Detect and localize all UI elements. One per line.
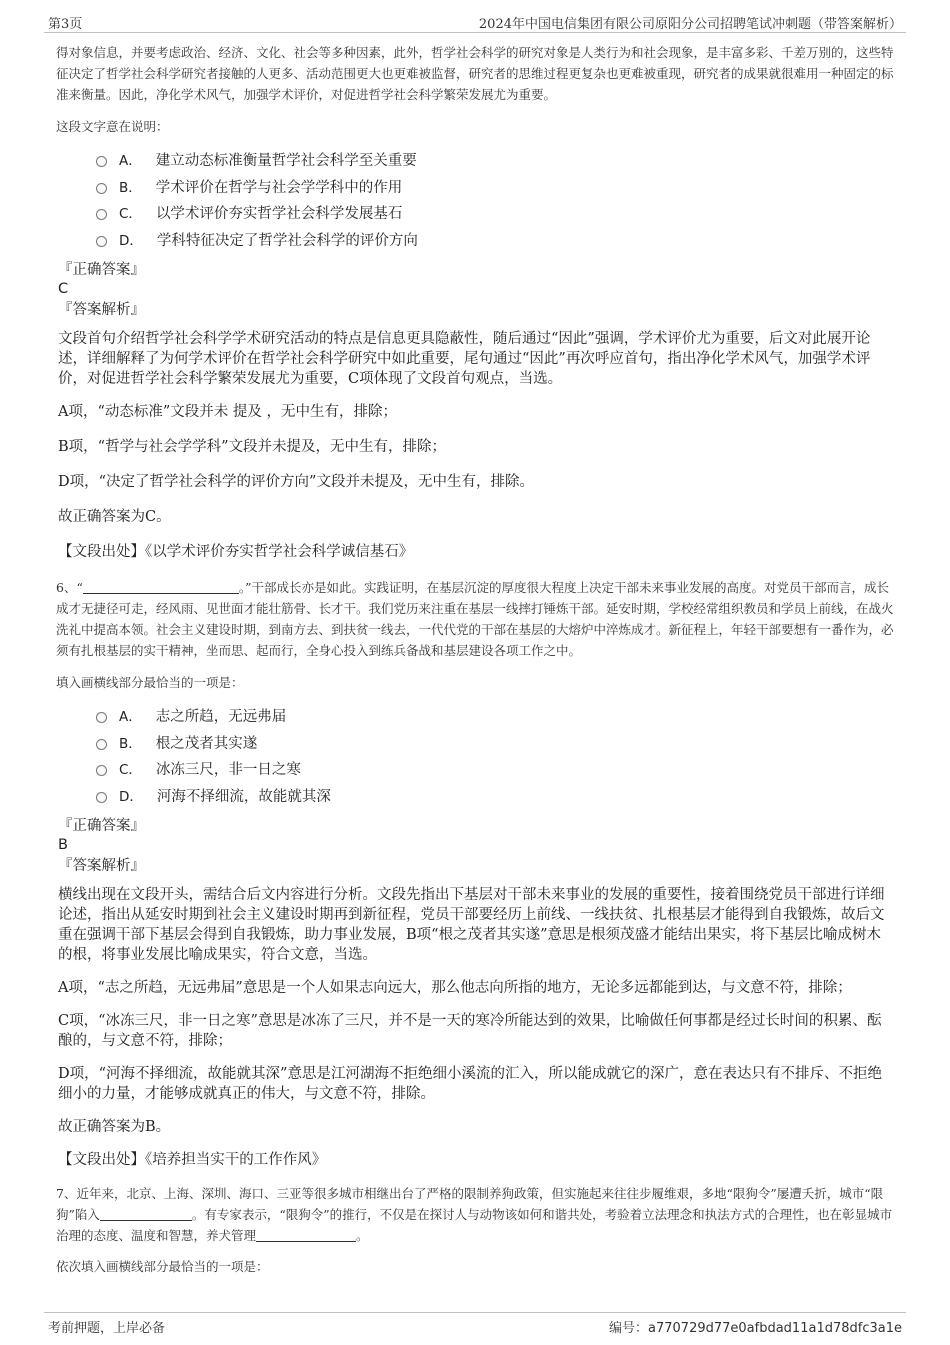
page-footer — [44, 1312, 906, 1341]
q5-option-c[interactable]: C． 以学术评价夯实哲学社会科学发展基石 — [96, 201, 894, 228]
q6-answer-label: 『正确答案』 — [58, 818, 145, 834]
fill-blank[interactable] — [83, 580, 239, 594]
q5-analysis-main: 文段首句介绍哲学社会科学学术研究活动的特点是信息更具隐蔽性，随后通过“因此”强调，学术评价尤为重要，后文对此展开论述，详细解释了为何学术评价在哲学社会科学研究中如此重要，尾句通过“因此”再次呼应首句，指出净化学术风气，加强学术评价，对促进哲学社会科学繁荣发展尤为重要，C项体现了文段首句观点，当选。 — [58, 331, 871, 387]
radio-icon[interactable] — [96, 156, 107, 167]
q5-analysis-d: D项，“决定了哲学社会科学的评价方向”文段并未提及，无中生有，排除。 — [58, 474, 534, 490]
q6-option-a[interactable]: A． 志之所趋，无远弗届 — [96, 704, 894, 731]
q5-option-a[interactable]: A． 建立动态标准衡量哲学社会科学至关重要 — [96, 148, 894, 175]
radio-icon[interactable] — [96, 739, 107, 750]
page-number: 第3页 — [48, 17, 83, 32]
footer-slogan: 考前押题，上岸必备 — [48, 1321, 166, 1336]
q6-options — [56, 704, 894, 810]
radio-icon[interactable] — [96, 792, 107, 803]
q5-conclusion: 故正确答案为C。 — [58, 509, 171, 525]
fill-blank-2[interactable] — [256, 1228, 356, 1242]
q5-options — [56, 148, 894, 254]
radio-icon[interactable] — [96, 712, 107, 723]
q6-analysis-label: 『答案解析』 — [58, 858, 145, 874]
radio-icon[interactable] — [96, 209, 107, 220]
main-content — [56, 42, 894, 1275]
radio-icon[interactable] — [96, 765, 107, 776]
document-title: 2024年中国电信集团有限公司原阳分公司招聘笔试冲刺题（带答案解析） — [478, 17, 902, 32]
q6-analysis-main: 横线出现在文段开头，需结合后文内容进行分析。文段先指出下基层对干部未来事业的发展的重要性，接着围绕党员干部进行详细论述，指出从延安时期到社会主义建设时期再到新征程，党员干部要经历上前线、一线扶贫、扎根基层才能得到自我锻炼，故后文重在强调干部下基层会得到自我锻炼，助力事业发展，B项“根之茂者其实遂”意思是根须茂盛才能结出果实，将下基层比喻成树木的根，将事业发展比喻成果实，符合文意，当选。 — [58, 887, 885, 963]
page-header — [44, 10, 906, 33]
q7-prompt: 依次填入画横线部分最恰当的一项是： — [56, 1259, 269, 1274]
fill-blank-1[interactable] — [100, 1207, 192, 1221]
q6-option-d[interactable]: D． 河海不择细流，故能就其深 — [96, 784, 894, 811]
q5-passage: 得对象信息，并要考虑政治、经济、文化、社会等多种因素，此外，哲学社会科学的研究对象是人类行为和社会现象，是丰富多彩、千差万别的，这些特征决定了哲学社会科学研究者接触的人更多、活动范围更大也更难被监督，研究者的思维过程更复杂也更难被重现，研究者的成果就很难用一种固定的标准来衡量。因此，净化学术风气，加强学术评价，对促进哲学社会科学繁荣发展尤为重要。 — [56, 45, 894, 102]
q6-option-b[interactable]: B． 根之茂者其实遂 — [96, 731, 894, 758]
document-code: 编号：a770729d77e0afbdad11a1d78dfc3a1e — [609, 1321, 902, 1336]
q5-answer: C — [58, 281, 69, 297]
q5-analysis-b: B项，“哲学与社会学学科”文段并未提及，无中生有，排除； — [58, 439, 446, 455]
q6-prompt: 填入画横线部分最恰当的一项是： — [56, 675, 244, 690]
q6-option-c[interactable]: C． 冰冻三尺，非一日之寒 — [96, 757, 894, 784]
q6-passage: 6、“ 。”干部成长亦是如此。实践证明，在基层沉淀的厚度很大程度上决定干部未来事业发展的高度。对党员干部而言，成长成才无捷径可走，经风雨、见世面才能壮筋骨、长才干。我们党历来注重在基层一线摔打锤炼干部。延安时期，学校经常组织教员和学员上前线，在战火洗礼中提高本领。社会主义建设时期，到南方去、到扶贫一线去，一代代党的干部在基层的大熔炉中淬炼成才。新征程上，年轻干部要想有一番作为，必须有扎根基层的实干精神，坐而思、起而行，全身心投入到练兵备战和基层建设各项工作之中。 — [56, 580, 894, 658]
q5-answer-label: 『正确答案』 — [58, 262, 145, 278]
q5-analysis-a: A项，“动态标准”文段并未 提及 ，无中生有，排除； — [58, 404, 398, 420]
q6-source: 【文段出处】《培养担当实干的工作作风》 — [58, 1152, 327, 1168]
q5-analysis-label: 『答案解析』 — [58, 302, 145, 318]
q5-option-d[interactable]: D． 学科特征决定了哲学社会科学的评价方向 — [96, 228, 894, 255]
q5-prompt: 这段文字意在说明： — [56, 119, 169, 134]
q7-passage: 7、近年来，北京、上海、深圳、海口、三亚等很多城市相继出台了严格的限制养狗政策，但实施起来往往步履维艰，多地“限狗令”屡遭夭折，城市“限狗”陷入 。有专家表示，“限狗令”的推行，不仅是在探讨人与动物该如何和谐共处，考验着立法理念和执法方式的合理性，也在彰显城市治理的态度、温度和智慧，养犬管理 。 — [56, 1186, 893, 1243]
q6-analysis-a: A项，“志之所趋，无远弗届”意思是一个人如果志向远大，那么他志向所指的地方，无论多远都能到达，与文意不符，排除； — [58, 980, 852, 996]
q6-analysis-c: C项，“冰冻三尺，非一日之寒”意思是冰冻了三尺，并不是一天的寒冷所能达到的效果，比喻做任何事都是经过长时间的积累、酝酿的，与文意不符，排除； — [58, 1013, 882, 1049]
q6-analysis-d: D项，“河海不择细流，故能就其深”意思是江河湖海不拒绝细小溪流的汇入，所以能成就它的深广，意在表达只有不排斥、不拒绝细小的力量，才能够成就真正的伟大，与文意不符，排除。 — [58, 1066, 882, 1102]
q5-source: 【文段出处】《以学术评价夯实哲学社会科学诚信基石》 — [58, 544, 414, 560]
q6-answer: B — [58, 837, 68, 853]
radio-icon[interactable] — [96, 236, 107, 247]
q6-conclusion: 故正确答案为B。 — [58, 1119, 171, 1135]
q5-option-b[interactable]: B． 学术评价在哲学与社会学学科中的作用 — [96, 175, 894, 202]
radio-icon[interactable] — [96, 183, 107, 194]
